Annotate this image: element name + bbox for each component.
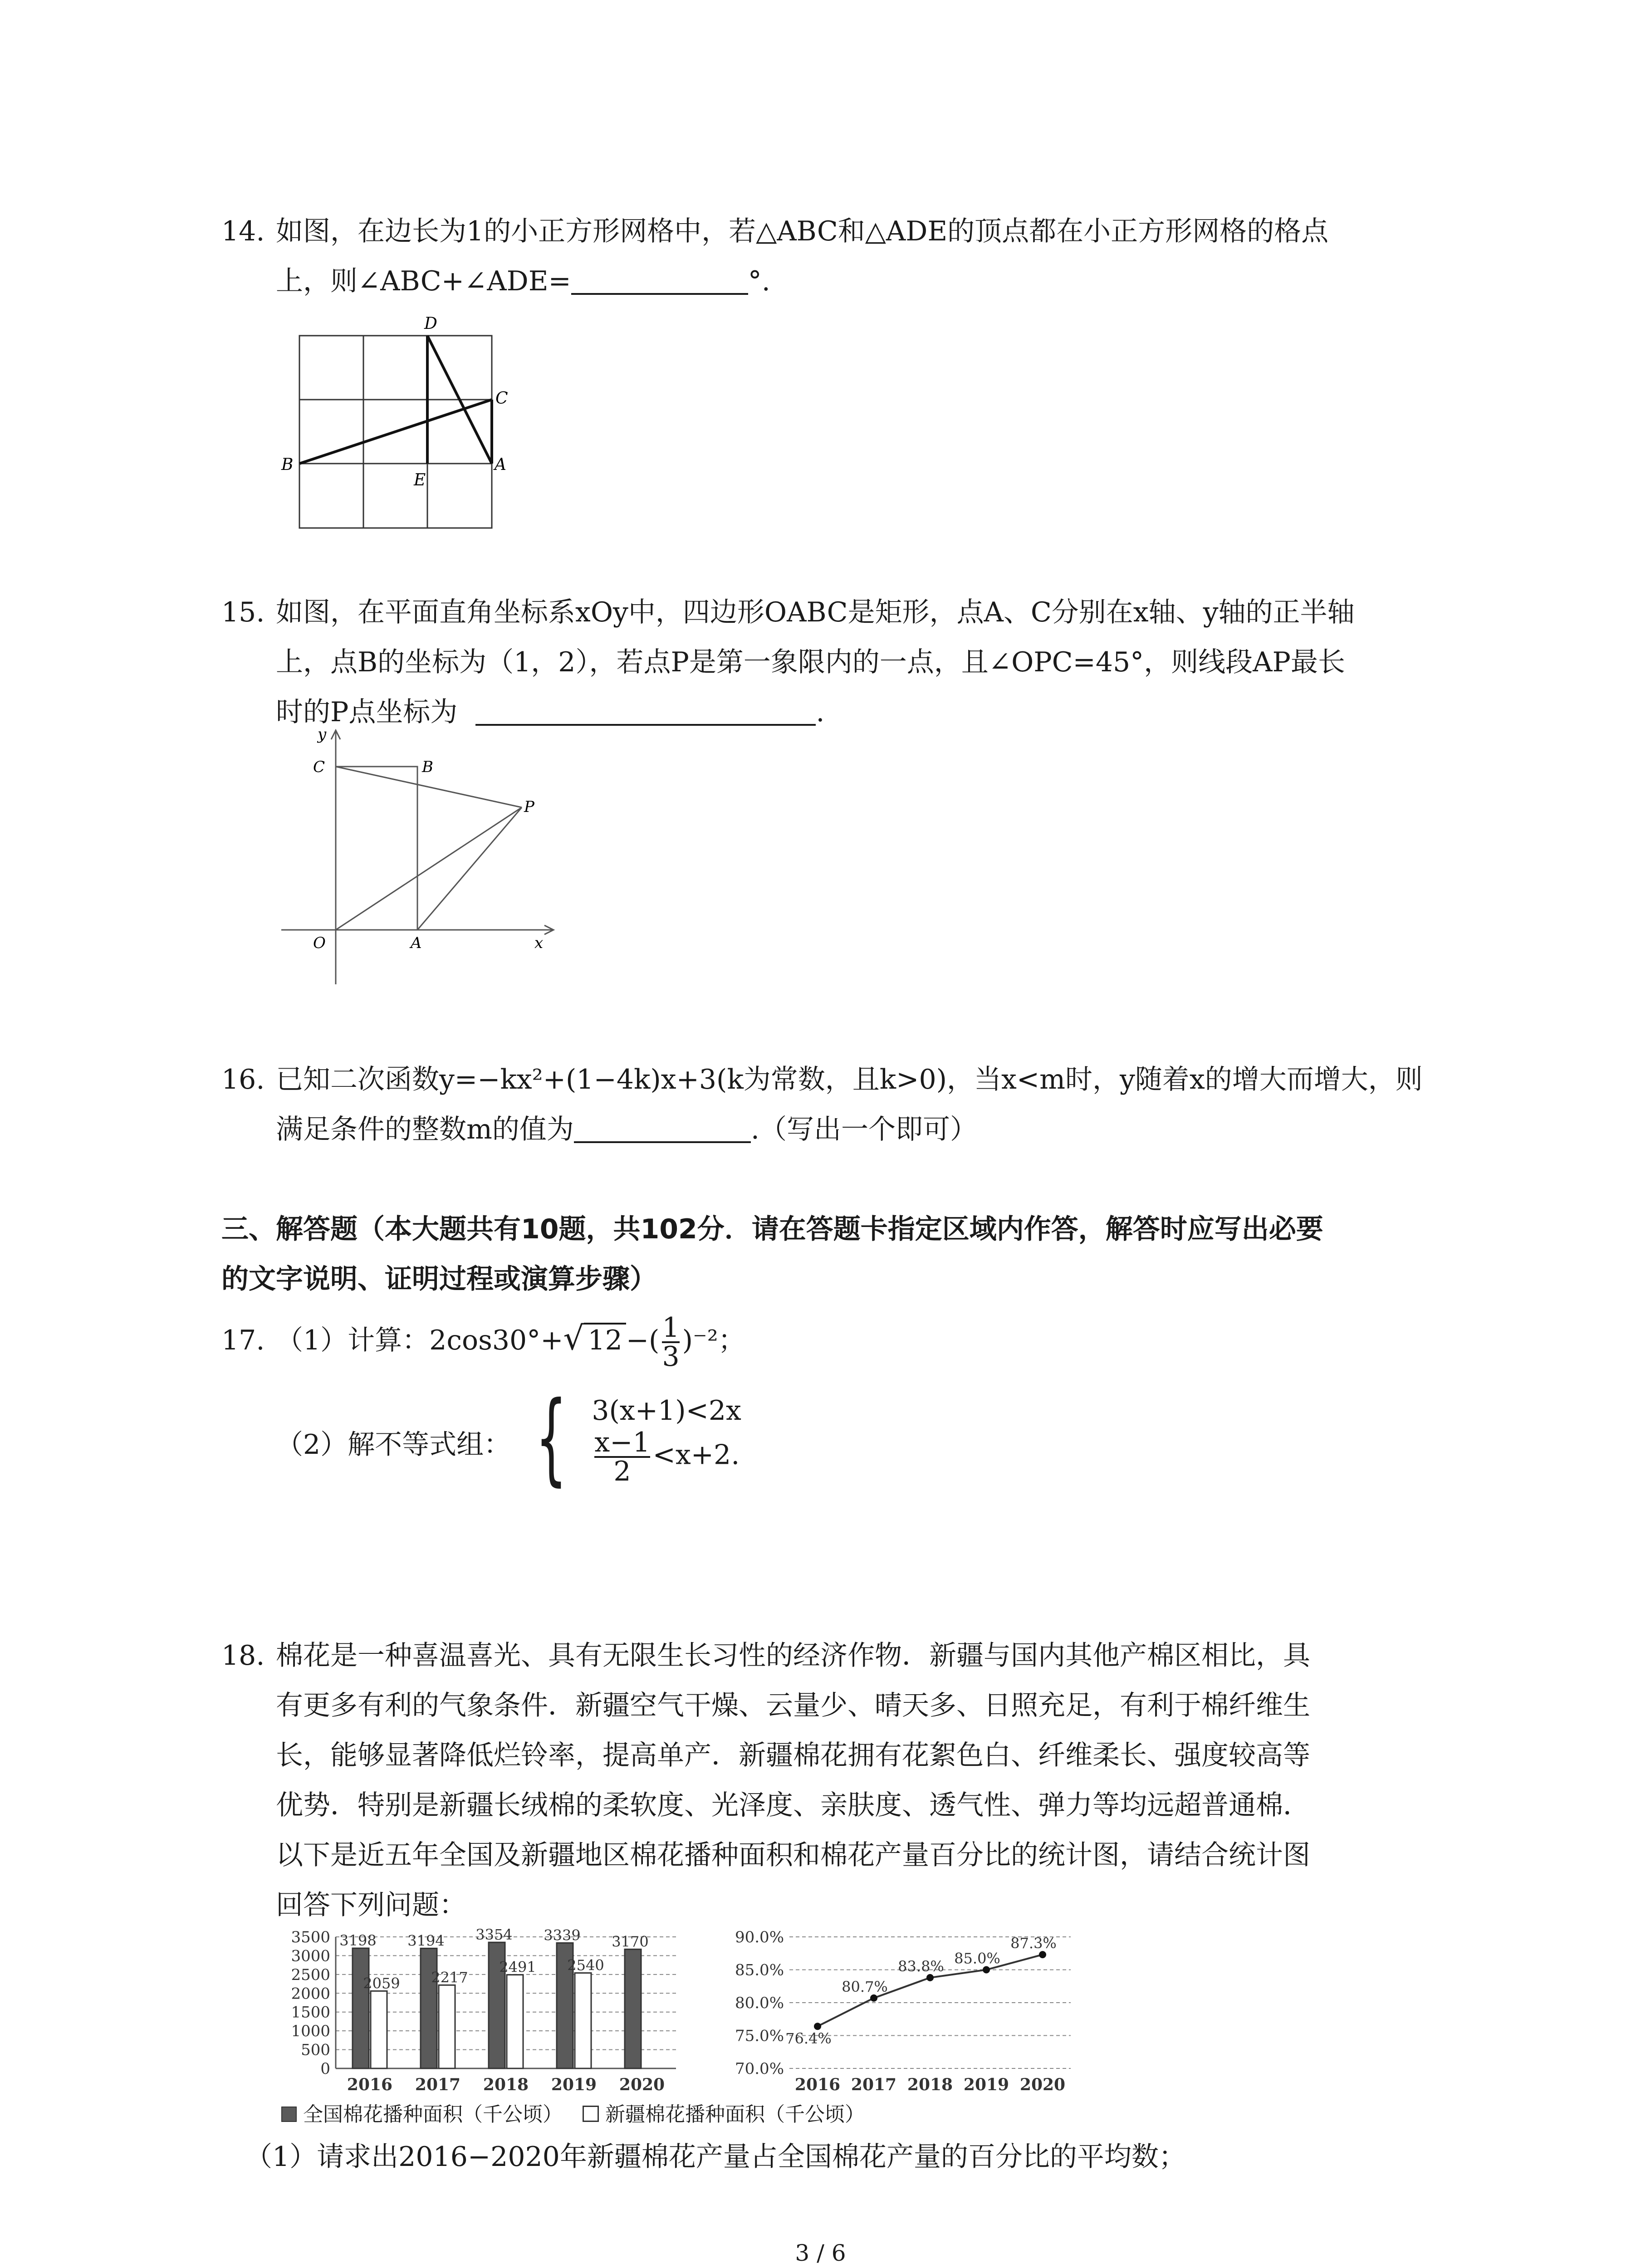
section-3-heading: [221, 1204, 1446, 1304]
brace-icon: {: [535, 1380, 568, 1496]
x-tick-label: 2019: [551, 2075, 597, 2094]
label-P: P: [524, 798, 534, 816]
label-O: O: [313, 934, 326, 952]
question-15-line1: 如图，在平面直角坐标系xOy中，四边形OABC是矩形，点A、C分别在x轴、y轴的正半轴: [276, 596, 1355, 628]
legend-swatch-national: [281, 2107, 297, 2122]
x-tick-label: 2018: [483, 2075, 529, 2094]
question-16-line1: 已知二次函数y=−kx²+(1−4k)x+3(k为常数，且k>0)，当x<m时，y随着x的增大而增大，则: [276, 1064, 1423, 1095]
legend-swatch-xinjiang: [583, 2106, 599, 2122]
inequality-1: 3(x+1)<2x: [592, 1395, 741, 1427]
bar-xinjiang: [507, 1975, 523, 2068]
x-tick-label: 2020: [619, 2075, 665, 2094]
y-tick-label: 70.0%: [735, 2060, 784, 2078]
question-18-line2: 有更多有利的气象条件．新疆空气干燥、云量少、晴天多、日照充足，有利于棉纤维生: [276, 1690, 1310, 1721]
label-y: y: [318, 725, 327, 743]
y-tick-label: 90.0%: [735, 1928, 784, 1946]
y-tick-label: 500: [301, 2041, 330, 2059]
answer-blank-14[interactable]: [571, 261, 748, 295]
grid-figure-q14: [272, 308, 526, 535]
inequality-2-rhs: <x+2: [652, 1439, 731, 1471]
y-tick-label: 3500: [291, 1928, 330, 1946]
power-neg2: )⁻²；: [682, 1325, 745, 1356]
y-tick-label: 1000: [291, 2022, 330, 2041]
label-D: D: [424, 314, 437, 333]
question-number: 16.: [221, 1064, 265, 1095]
label-B: B: [281, 455, 294, 474]
bar-national: [421, 1948, 437, 2068]
sqrt-argument: 12: [584, 1323, 626, 1356]
question-number: 15.: [221, 596, 265, 628]
data-label: 3354: [475, 1926, 513, 1944]
label-C: C: [495, 389, 508, 408]
question-15-line2: 上，点B的坐标为（1，2），若点P是第一象限内的一点，且∠OPC=45°，则线段AP最长: [276, 646, 1345, 678]
x-tick-label: 2019: [963, 2075, 1009, 2094]
y-tick-label: 3000: [291, 1947, 330, 1965]
y-tick-label: 75.0%: [735, 2027, 784, 2045]
data-point: [926, 1974, 934, 1981]
fraction-denominator: 2: [594, 1456, 650, 1485]
period: .: [816, 696, 825, 728]
sqrt-sign: √: [563, 1319, 584, 1357]
y-tick-label: 80.0%: [735, 1994, 784, 2012]
question-18-line3: 长，能够显著降低烂铃率，提高单产．新疆棉花拥有花絮色白、纤维柔长、强度较高等: [276, 1740, 1310, 1771]
data-point: [1039, 1951, 1046, 1958]
data-point: [983, 1966, 990, 1974]
y-tick-label: 0: [320, 2060, 330, 2078]
page-number: 3 / 6: [795, 2240, 846, 2266]
label-x: x: [534, 934, 544, 952]
question-14-line1: 如图，在边长为1的小正方形网格中，若△ABC和△ADE的顶点都在小正方形网格的格点: [276, 215, 1329, 247]
x-tick-label: 2016: [347, 2075, 393, 2094]
section-3-heading-line2: 的文字说明、证明过程或演算步骤）: [221, 1263, 657, 1295]
inequality-system: [592, 1393, 741, 1485]
data-point: [870, 1994, 877, 2002]
fraction-denominator: 3: [662, 1341, 680, 1373]
data-label: 80.7%: [842, 1978, 888, 1995]
degree-symbol: °.: [748, 265, 770, 297]
y-tick-label: 1500: [291, 2003, 330, 2022]
label-C: C: [313, 758, 325, 776]
label-B: B: [422, 758, 433, 776]
question-17: [221, 1312, 1446, 1373]
coordinate-figure-q15: [272, 721, 572, 993]
bar-xinjiang: [439, 1985, 455, 2068]
bar-xinjiang: [575, 1973, 591, 2068]
data-point: [814, 2023, 821, 2030]
question-17-part1: （1）计算：2cos30°+: [276, 1325, 563, 1356]
question-18-line5: 以下是近五年全国及新疆地区棉花播种面积和棉花产量百分比的统计图，请结合统计图: [276, 1839, 1310, 1871]
label-A: A: [411, 934, 422, 952]
question-14-line2: 上，则∠ABC+∠ADE=: [276, 265, 571, 297]
fraction-x-minus-1-over-2: [594, 1429, 650, 1485]
y-tick-label: 2500: [291, 1965, 330, 1984]
bar-chart-planting-area: [268, 1923, 685, 2096]
question-18-sub1: [245, 2132, 1470, 2182]
question-17-part2: [221, 1380, 1446, 1496]
bar-national: [353, 1948, 369, 2068]
question-15: [221, 587, 1446, 737]
question-number: 18.: [221, 1640, 265, 1672]
question-18: [221, 1631, 1446, 1930]
data-label: 3170: [612, 1933, 649, 1950]
question-16-hint: .（写出一个即可）: [750, 1114, 977, 1145]
question-15-line3: 时的P点坐标为: [276, 696, 458, 728]
question-number: 17.: [221, 1325, 265, 1356]
question-18-line4: 优势．特别是新疆长绒棉的柔软度、光泽度、亲肤度、透气性、弹力等均远超普通棉．: [276, 1789, 1310, 1821]
question-18-sub1-text: （1）请求出2016−2020年新疆棉花产量占全国棉花产量的百分比的平均数；: [245, 2141, 1186, 2173]
question-18-line6: 回答下列问题：: [276, 1889, 466, 1921]
x-tick-label: 2016: [794, 2075, 841, 2094]
data-label: 2540: [567, 1956, 604, 1974]
fraction-numerator: 1: [662, 1312, 680, 1344]
section-3-heading-line1: 三、解答题（本大题共有10题，共102分．请在答题卡指定区域内作答，解答时应写出必要: [221, 1213, 1323, 1245]
label-E: E: [414, 471, 426, 489]
data-label: 87.3%: [1010, 1935, 1057, 1952]
x-tick-label: 2017: [415, 2075, 461, 2094]
fraction-one-third: [662, 1312, 680, 1373]
question-number: 14.: [221, 215, 265, 247]
answer-blank-16[interactable]: [574, 1110, 751, 1143]
y-tick-label: 85.0%: [735, 1961, 784, 1980]
data-label: 85.0%: [954, 1950, 1000, 1967]
chart-legend: [281, 2101, 865, 2128]
question-14: [221, 206, 1446, 306]
question-16: [221, 1055, 1446, 1154]
data-label: 2491: [499, 1958, 536, 1976]
fraction-numerator: x−1: [594, 1427, 650, 1458]
x-tick-label: 2020: [1019, 2075, 1066, 2094]
data-label: 3339: [544, 1926, 581, 1944]
period: .: [731, 1439, 740, 1471]
x-tick-label: 2018: [907, 2075, 953, 2094]
label-A: A: [495, 455, 506, 474]
question-17-part2-label: （2）解不等式组：: [276, 1429, 511, 1461]
legend-label-xinjiang: 新疆棉花播种面积（千公顷）: [605, 2103, 865, 2126]
data-label: 83.8%: [898, 1957, 944, 1975]
question-16-line2: 满足条件的整数m的值为: [276, 1114, 574, 1145]
bar-national: [625, 1949, 641, 2068]
y-tick-label: 2000: [291, 1984, 330, 2003]
legend-label-national: 全国棉花播种面积（千公顷）: [303, 2103, 563, 2126]
bar-xinjiang: [371, 1991, 387, 2068]
data-label: 3194: [407, 1932, 445, 1950]
answer-blank-15[interactable]: [475, 692, 816, 726]
data-label: 2217: [431, 1969, 468, 1986]
data-label: 2059: [363, 1975, 400, 1992]
minus-paren: −(: [626, 1325, 660, 1356]
data-label: 76.4%: [785, 2030, 832, 2048]
question-18-line1: 棉花是一种喜温喜光、具有无限生长习性的经济作物．新疆与国内其他产棉区相比，具: [276, 1640, 1310, 1672]
data-label: 3198: [339, 1932, 377, 1950]
x-tick-label: 2017: [851, 2075, 897, 2094]
line-chart-output-percentage: [721, 1923, 1080, 2096]
